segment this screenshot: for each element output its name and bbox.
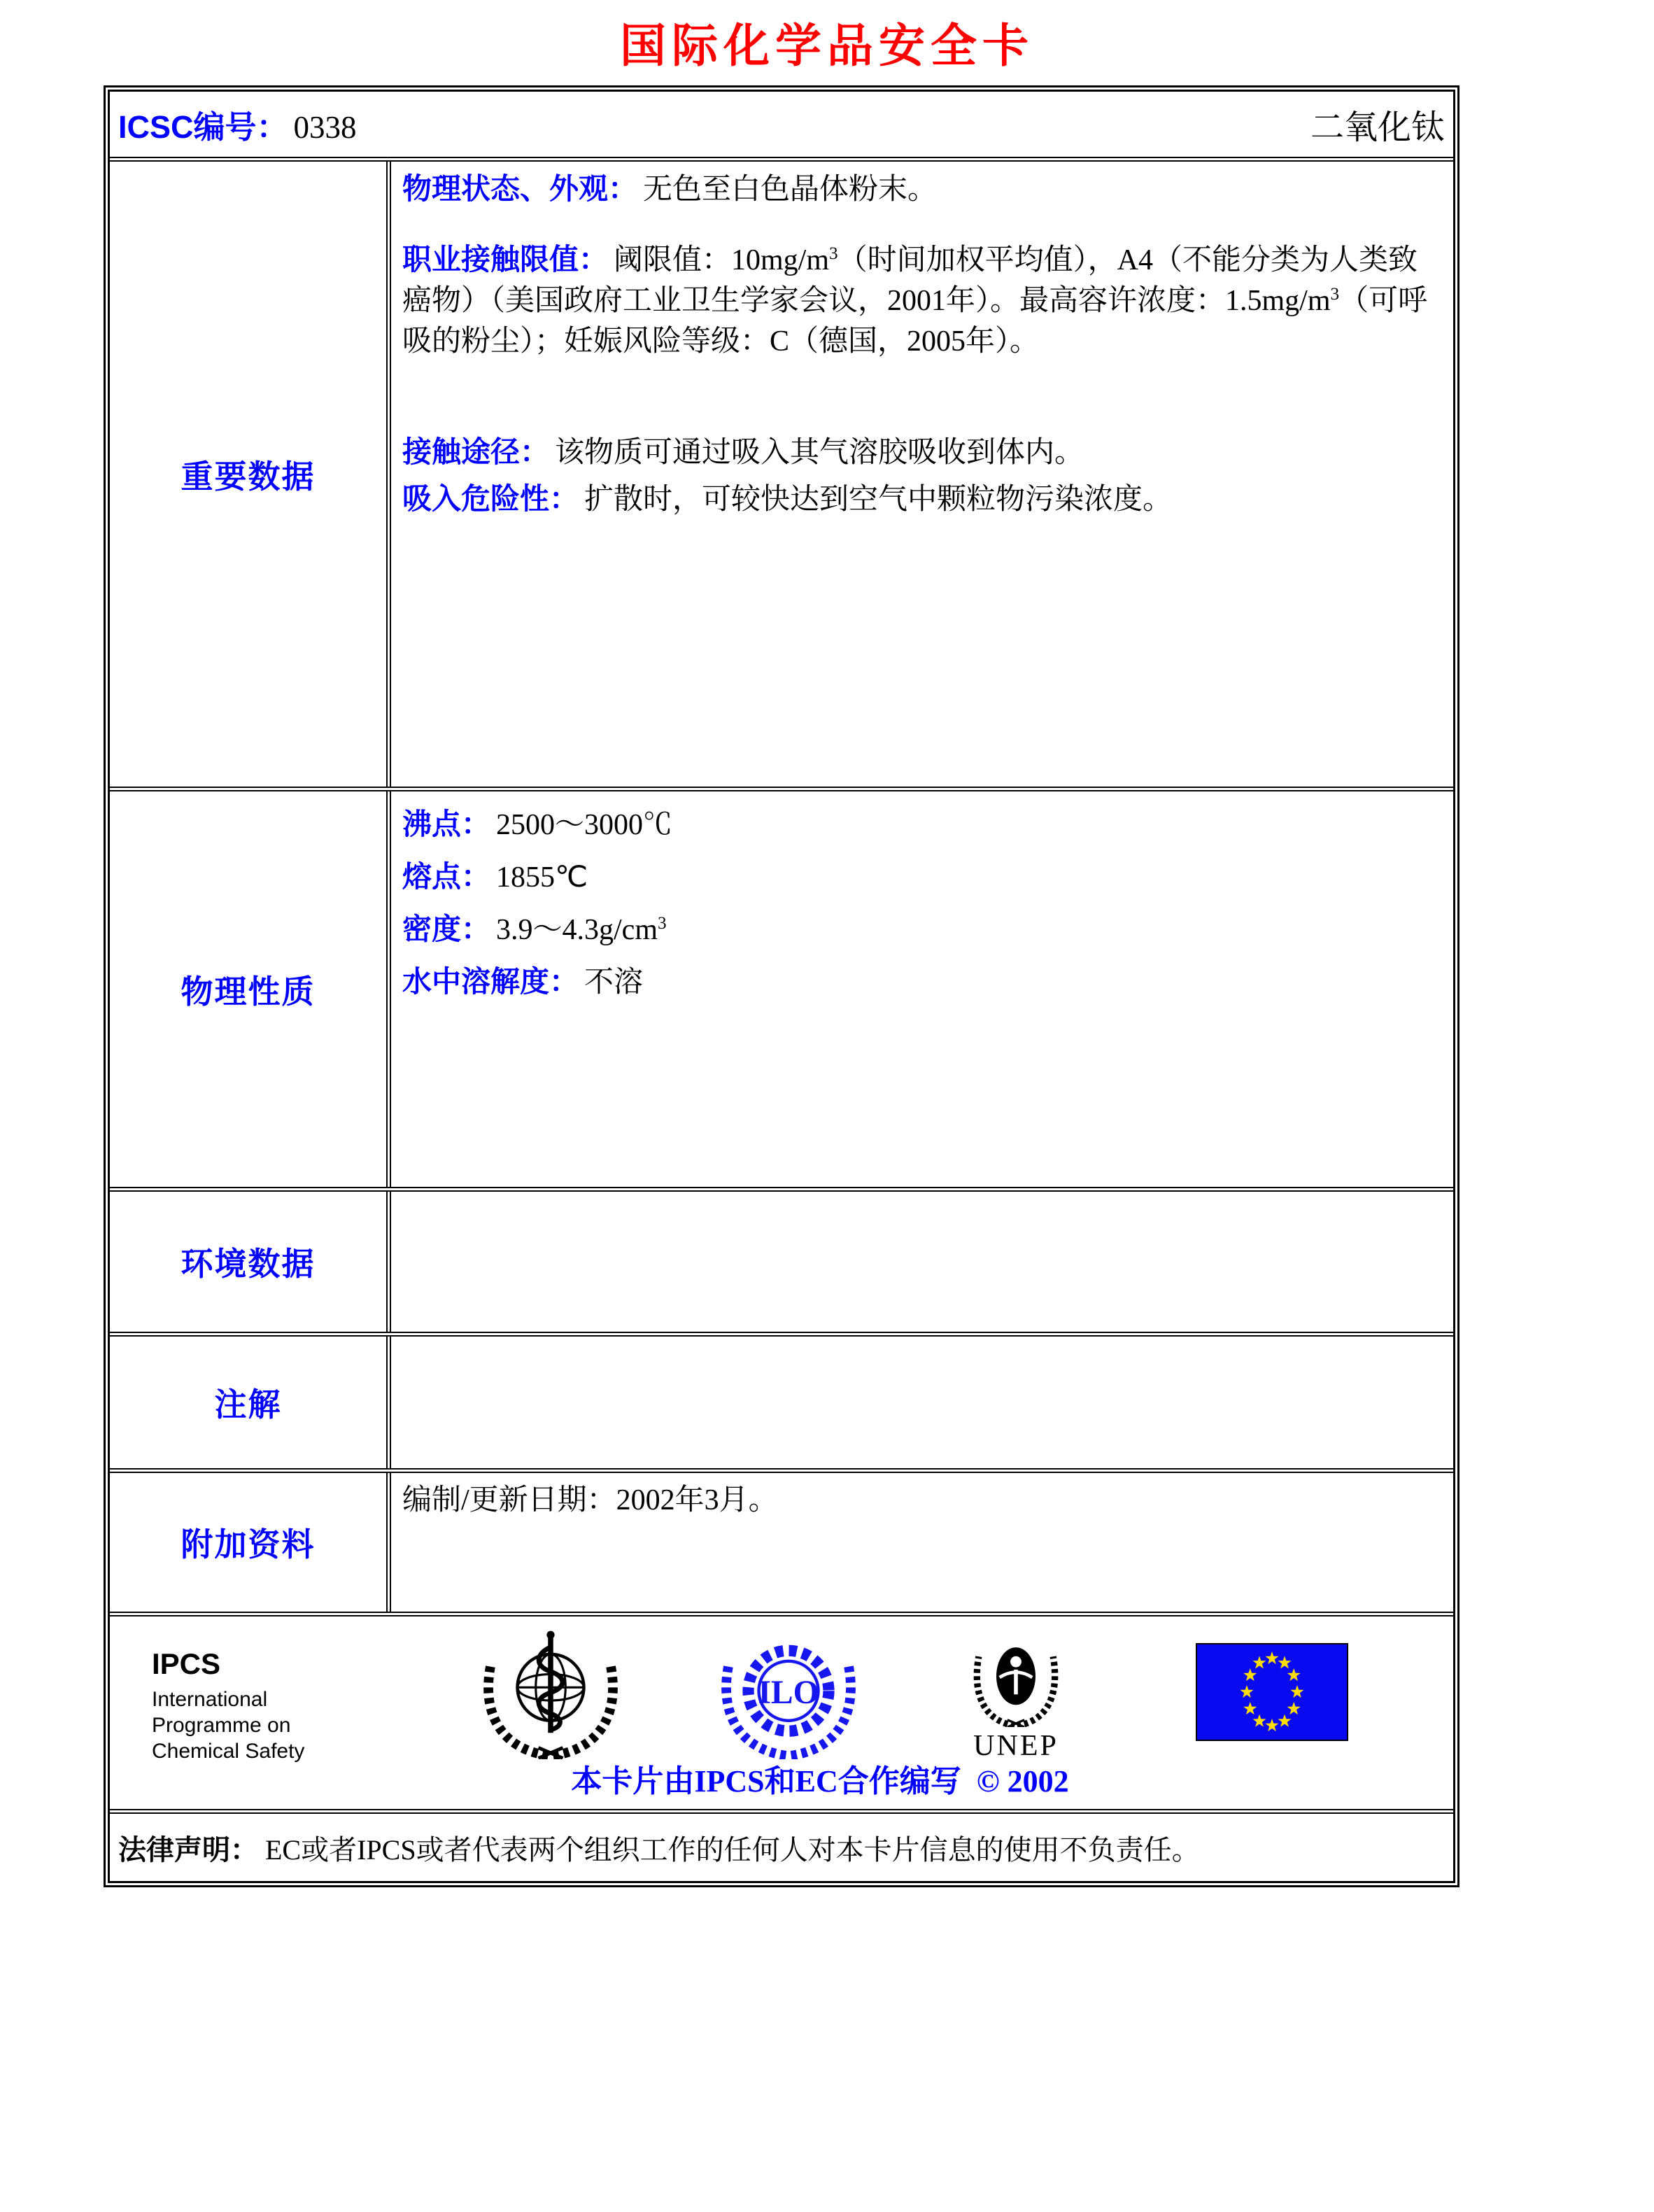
additional-info-content xyxy=(391,1473,1453,1612)
section-notes xyxy=(110,1337,1453,1473)
ipcs-line-3: Chemical Safety xyxy=(152,1740,305,1763)
physical-properties-label-cell xyxy=(110,791,391,1187)
ipcs-line-1: International xyxy=(152,1688,268,1711)
update-date-line: 编制/更新日期：2002年3月。 xyxy=(402,1484,778,1516)
section-important-data xyxy=(110,162,1453,791)
cooperation-line xyxy=(110,1756,1453,1801)
page-title: 国际化学品安全卡 xyxy=(620,21,1034,72)
important-data-content xyxy=(391,162,1453,787)
important-data-label-cell xyxy=(110,162,391,787)
environmental-data-content xyxy=(391,1192,1453,1332)
chemical-name: 二氧化钛 xyxy=(1310,109,1445,146)
inhalation-risk-text: 扩散时，可较快达到空气中颗粒物污染浓度。 xyxy=(584,484,1173,516)
legal-label: 法律声明： xyxy=(118,1834,258,1866)
exposure-routes-label: 接触途径： xyxy=(402,435,550,468)
water-solubility-line xyxy=(402,956,1442,1008)
important-data-section-label: 重要数据 xyxy=(181,458,316,495)
physical-properties-content xyxy=(391,791,1453,1187)
eu-flag-icon xyxy=(1196,1643,1348,1741)
density-value: 3.9～4.3g/cm xyxy=(496,914,658,946)
physical-state-label: 物理状态、外观： xyxy=(402,172,638,205)
who-emblem-icon xyxy=(463,1628,638,1759)
density-line xyxy=(402,903,1442,956)
ipcs-text-block xyxy=(152,1647,304,1764)
occupational-exposure-limit-line xyxy=(402,239,1442,362)
header-row xyxy=(110,92,1453,162)
additional-info-section-label: 附加资料 xyxy=(181,1526,316,1563)
oel-label: 职业接触限值： xyxy=(402,243,609,276)
oel-text-3: （可呼吸的粉尘）；妊娠风险等级：C（德国，2005年）。 xyxy=(402,285,1428,358)
notes-content xyxy=(391,1337,1453,1468)
notes-section-label: 注解 xyxy=(214,1386,282,1423)
ilo-text: ILO xyxy=(758,1674,819,1711)
footer-logos-row xyxy=(110,1616,1453,1814)
section-additional-info xyxy=(110,1473,1453,1616)
inhalation-risk-line xyxy=(402,476,1442,523)
boiling-point-line xyxy=(402,798,1442,851)
icsc-number-label: ICSC编号： xyxy=(118,109,288,145)
melting-point-value: 1855℃ xyxy=(496,861,588,894)
legal-row xyxy=(110,1814,1453,1881)
boiling-point-label: 沸点： xyxy=(402,808,491,840)
section-physical-properties xyxy=(110,791,1453,1192)
notes-label-cell xyxy=(110,1337,391,1468)
unep-block xyxy=(946,1629,1086,1763)
oel-superscript-2: 3 xyxy=(1330,285,1340,304)
unep-emblem-icon xyxy=(953,1629,1079,1727)
environmental-data-label-cell xyxy=(110,1192,391,1332)
ipcs-line-2: Programme on xyxy=(152,1714,291,1737)
unep-text: UNEP xyxy=(973,1730,1059,1762)
density-label: 密度： xyxy=(402,913,491,945)
exposure-routes-line xyxy=(402,429,1442,476)
icsc-number-group xyxy=(118,101,357,147)
icsc-number-value: 0338 xyxy=(293,110,357,145)
melting-point-line xyxy=(402,851,1442,903)
oel-text-1: 阈限值：10mg/m xyxy=(614,244,830,276)
exposure-routes-text: 该物质可通过吸入其气溶胶吸收到体内。 xyxy=(555,437,1084,469)
physical-state-line xyxy=(402,169,1442,210)
section-environmental-data xyxy=(110,1192,1453,1337)
oel-text-2: （时间加权平均值），A4（不能分类为人类致癌物）（美国政府工业卫生学家会议，2001年）。最高容许浓度：1.5mg/m xyxy=(402,244,1418,317)
additional-info-label-cell xyxy=(110,1473,391,1612)
physical-state-text: 无色至白色晶体粉末。 xyxy=(643,174,938,206)
environmental-data-section-label: 环境数据 xyxy=(181,1246,316,1282)
card-table xyxy=(104,85,1459,1887)
cooperation-text: 本卡片由IPCS和EC合作编写 xyxy=(571,1764,961,1798)
water-solubility-value: 不溶 xyxy=(584,966,644,999)
melting-point-label: 熔点： xyxy=(402,860,491,893)
ilo-emblem-icon xyxy=(701,1628,876,1759)
legal-text: EC或者IPCS或者代表两个组织工作的任何人对本卡片信息的使用不负责任。 xyxy=(265,1833,1200,1866)
density-superscript: 3 xyxy=(658,914,667,933)
inhalation-risk-label: 吸入危险性： xyxy=(402,482,579,515)
physical-properties-section-label: 物理性质 xyxy=(181,973,316,1010)
copyright-text: © 2002 xyxy=(976,1764,1069,1798)
ipcs-title: IPCS xyxy=(152,1647,221,1680)
oel-superscript-1: 3 xyxy=(829,244,838,263)
water-solubility-label: 水中溶解度： xyxy=(402,965,579,998)
boiling-point-value: 2500～3000℃ xyxy=(496,809,673,841)
